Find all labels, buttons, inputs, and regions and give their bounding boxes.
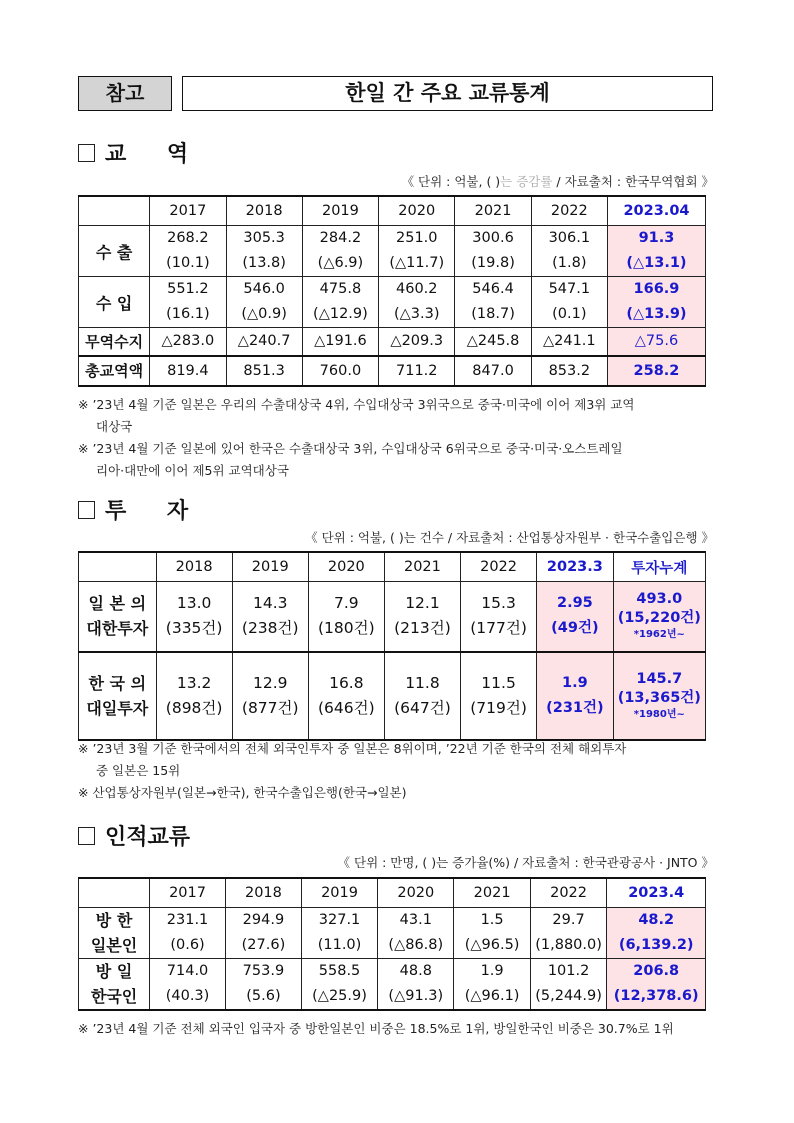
year-header-highlight: 2023.3 xyxy=(537,552,614,582)
trade-unit-note: 《 단위 : 억불, ( )는 증감률 / 자료출처 : 한국무역협회 》 xyxy=(401,174,714,189)
table-row: 일 본 의 대한투자 13.0 (335건) 14.3 (238건) 7.9 (180건) 12.1 (213건) 15.3 (177건) 2.95 (49건) 493.0 (15,220건) *1962년~ xyxy=(79,582,706,652)
year-header: 2018 xyxy=(225,878,301,908)
exchange-note: ※ ’23년 4월 기준 전체 외국인 입국자 중 방한일본인 비중은 18.5%로 1위, 방일한국인 비중은 30.7%로 1위 xyxy=(78,1021,674,1036)
checkbox-square-icon xyxy=(78,501,95,519)
page-header xyxy=(78,76,714,111)
row-label: 일 본 의 대한투자 xyxy=(79,582,157,652)
year-header: 2018 xyxy=(156,552,232,582)
year-header: 2020 xyxy=(308,552,384,582)
year-header: 2021 xyxy=(455,196,531,226)
table-row: 방 한 일본인 231.1 (0.6) 294.9 (27.6) 327.1 (11.0) 43.1 (△86.8) 1.5 (△96.5) 29.7 (1,880.0) 48.2 (6,139.2) xyxy=(79,908,706,959)
investment-note-2: ※ 산업통상자원부(일본→한국), 한국수출입은행(한국→일본) xyxy=(78,785,407,800)
row-label: 한 국 의 대일투자 xyxy=(79,652,157,740)
year-header: 2022 xyxy=(530,878,607,908)
table-row: 한 국 의 대일투자 13.2 (898건) 12.9 (877건) 16.8 (646건) 11.8 (647건) 11.5 (719건) 1.9 (231건) 145.7 (13,365건) *1980년~ xyxy=(79,652,706,740)
table-header-row xyxy=(79,552,706,582)
year-header: 2020 xyxy=(378,878,454,908)
checkbox-square-icon xyxy=(78,827,95,845)
year-header-highlight: 2023.4 xyxy=(607,878,706,908)
table-header-row xyxy=(79,196,706,226)
page-title: 한일 간 주요 교류통계 xyxy=(182,76,713,111)
table-row: 수 출 268.2 (10.1) 305.3 (13.8) 284.2 (△6.9) 251.0 (△11.7) 300.6 (19.8) 306.1 (1.8) 91.3 (△13.1) xyxy=(79,226,706,277)
year-header: 2017 xyxy=(150,196,226,226)
year-header: 2018 xyxy=(226,196,302,226)
year-header: 2020 xyxy=(379,196,455,226)
checkbox-square-icon xyxy=(78,144,95,162)
cumulative-header: 투자누계 xyxy=(613,552,705,582)
row-label: 방 한 일본인 xyxy=(79,908,150,959)
section-heading-exchange: 인적교류 xyxy=(78,820,190,851)
row-label: 총교역액 xyxy=(79,356,150,386)
investment-table xyxy=(78,551,706,741)
year-header-highlight: 2023.04 xyxy=(607,196,705,226)
row-label: 수 입 xyxy=(79,277,150,328)
table-row: 수 입 551.2 (16.1) 546.0 (△0.9) 475.8 (△12.9) 460.2 (△3.3) 546.4 (18.7) 547.1 (0.1) 166.9 (△13.9) xyxy=(79,277,706,328)
exchange-table xyxy=(78,877,706,1011)
table-header-row xyxy=(79,878,706,908)
year-header: 2019 xyxy=(301,878,377,908)
exchange-unit-note: 《 단위 : 만명, ( )는 증가율(%) / 자료출처 : 한국관광공사 · JNTO 》 xyxy=(337,855,714,870)
table-row: 총교역액 819.4 851.3 760.0 711.2 847.0 853.2 258.2 xyxy=(79,356,706,386)
year-header: 2019 xyxy=(232,552,308,582)
table-row: 무역수지 △283.0 △240.7 △191.6 △209.3 △245.8 △241.1 △75.6 xyxy=(79,328,706,356)
investment-unit-note: 《 단위 : 억불, ( )는 건수 / 자료출처 : 산업통상자원부 · 한국수출입은행 》 xyxy=(305,530,714,545)
section-heading-trade: 교 역 xyxy=(78,137,205,168)
section-heading-investment: 투 자 xyxy=(78,494,205,525)
year-header: 2022 xyxy=(461,552,537,582)
year-header: 2021 xyxy=(384,552,460,582)
table-row: 방 일 한국인 714.0 (40.3) 753.9 (5.6) 558.5 (△25.9) 48.8 (△91.3) 1.9 (△96.1) 101.2 (5,244.9) 206.8 (12,378.6) xyxy=(79,959,706,1011)
year-header: 2017 xyxy=(150,878,226,908)
year-header: 2022 xyxy=(531,196,607,226)
trade-note-1: ※ ’23년 4월 기준 일본은 우리의 수출대상국 4위, 수입대상국 3위국으로 중국·미국에 이어 제3위 교역 대상국 xyxy=(78,397,635,434)
year-header: 2021 xyxy=(454,878,530,908)
row-label: 수 출 xyxy=(79,226,150,277)
row-label: 방 일 한국인 xyxy=(79,959,150,1011)
reference-label: 참고 xyxy=(78,76,172,111)
year-header: 2019 xyxy=(302,196,378,226)
investment-note-1: ※ ’23년 3월 기준 한국에서의 전체 외국인투자 중 일본은 8위이며, ’22년 기준 한국의 전체 해외투자 중 일본은 15위 xyxy=(78,741,627,778)
trade-table xyxy=(78,195,706,387)
trade-note-2: ※ ’23년 4월 기준 일본에 있어 한국은 수출대상국 3위, 수입대상국 6위국으로 중국·미국·오스트레일 리아·대만에 이어 제5위 교역대상국 xyxy=(78,441,623,478)
row-label: 무역수지 xyxy=(79,328,150,356)
